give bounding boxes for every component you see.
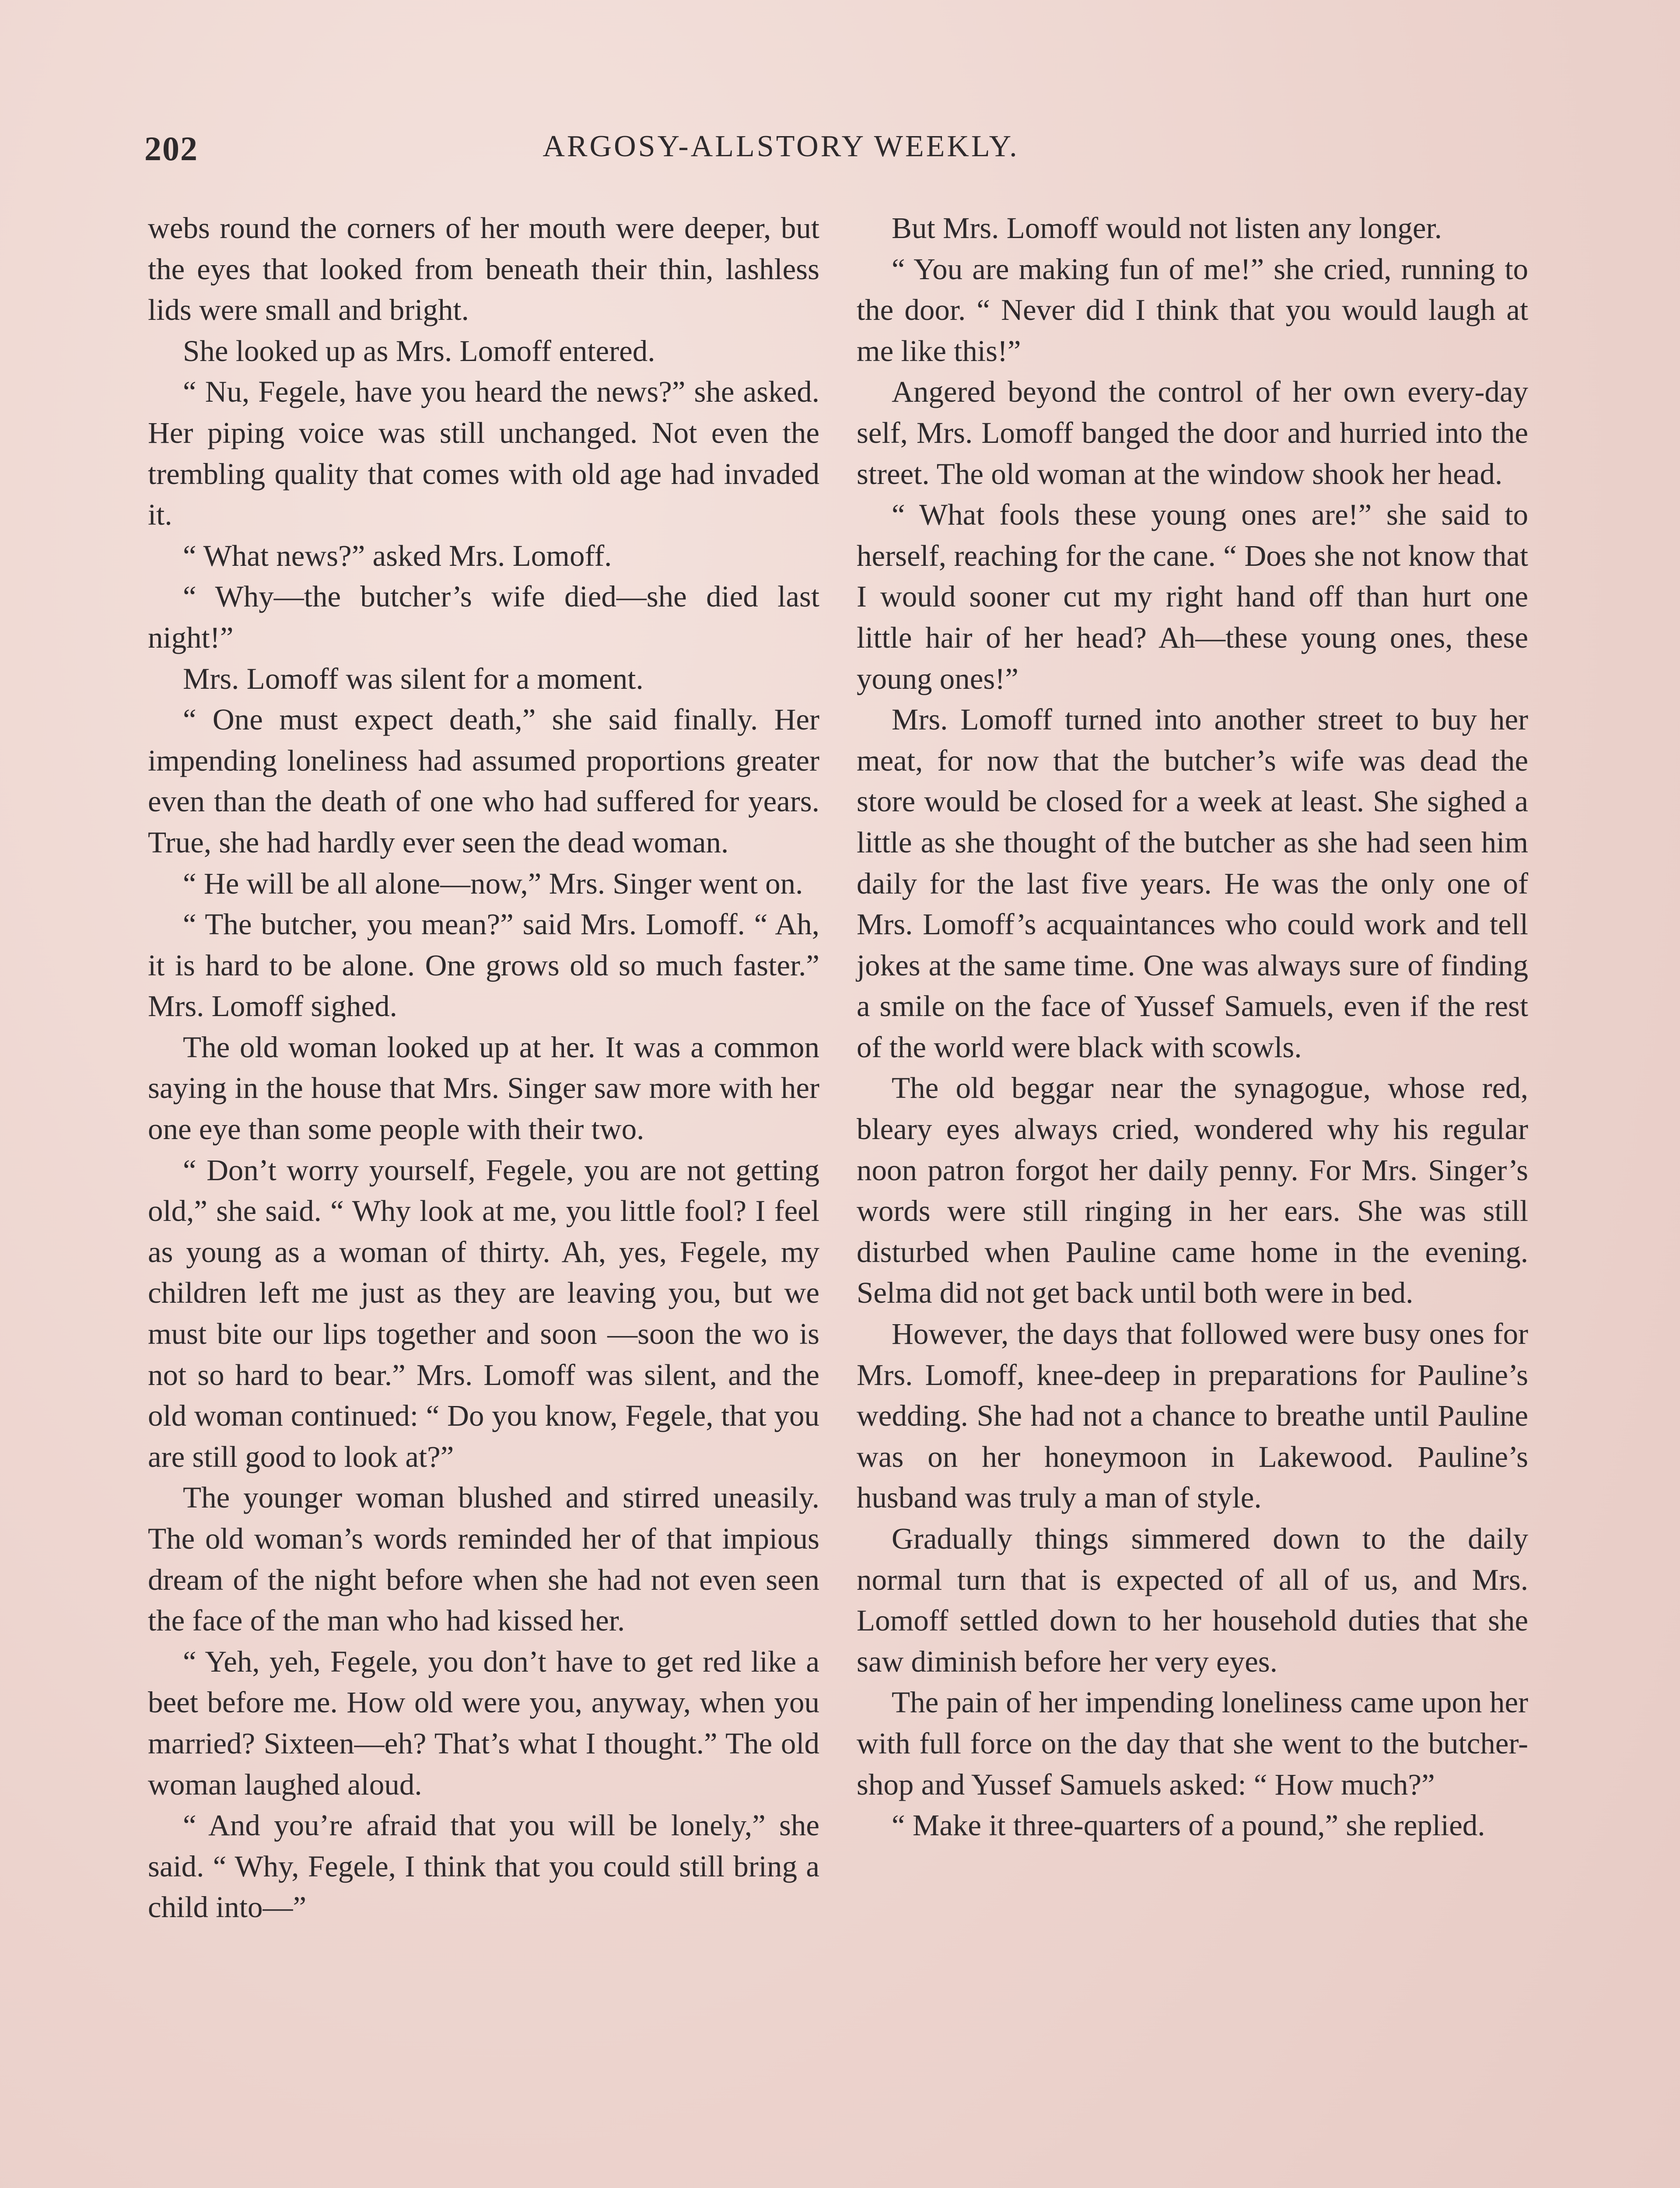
- left-text-column: [148, 208, 819, 1928]
- paragraph: “ Nu, Fegele, have you heard the news?” she asked. Her piping voice was still unchanged. Not even the trembling quality that comes with old age had invaded it.: [148, 375, 819, 532]
- paragraph: webs round the corners of her mouth were deeper, but the eyes that looked from beneath their thin, lashless lids were small and bright.: [148, 211, 819, 327]
- paragraph: “ What news?” asked Mrs. Lomoff.: [183, 539, 612, 572]
- page-header: [144, 129, 1418, 177]
- right-text-column: [857, 208, 1528, 1846]
- paragraph: Angered beyond the control of her own every-day self, Mrs. Lomoff banged the door and hurried into the street. The old woman at the window shook her head.: [857, 375, 1528, 491]
- paragraph: The old beggar near the synagogue, whose red, bleary eyes always cried, wondered why his regular noon patron forgot her daily penny. For Mrs. Singer’s words were still ringing in her ears. She was still disturbed when Pauline came home in the evening. Selma did not get back until both were in bed.: [857, 1071, 1528, 1310]
- paragraph: Mrs. Lomoff was silent for a moment.: [183, 662, 644, 695]
- running-head: ARGOSY-ALLSTORY WEEKLY.: [542, 130, 1019, 163]
- paragraph: The younger woman blushed and stirred uneasily. The old woman’s words reminded her of that impious dream of the night before when she had not even seen the face of the man who had kissed her.: [148, 1481, 819, 1637]
- paragraph: “ Why—the butcher’s wife died—she died last night!”: [148, 580, 819, 654]
- paragraph: “ Yeh, yeh, Fegele, you don’t have to get red like a beet before me. How old were you, anyway, when you married? Sixteen—eh? That’s what I thought.” The old woman laughed aloud.: [148, 1645, 819, 1801]
- paragraph: The old woman looked up at her. It was a common saying in the house that Mrs. Singer saw more with her one eye than some people with their two.: [148, 1030, 819, 1146]
- paragraph: Mrs. Lomoff turned into another street to buy her meat, for now that the butcher’s wife was dead the store would be closed for a week at least. She sighed a little as she thought of the butcher as she had seen him daily for the last five years. He was the only one of Mrs. Lomoff’s acquaintances who could work and tell jokes at the same time. One was always sure of finding a smile on the face of Yussef Samuels, even if the rest of the world were black with scowls.: [857, 703, 1528, 1064]
- page-number: 202: [144, 130, 198, 168]
- paragraph: “ One must expect death,” she said finally. Her impending loneliness had assumed proportions greater even than the death of one who had suffered for years. True, she had hardly ever seen the dead woman.: [148, 703, 819, 859]
- paragraph: “ He will be all alone—now,” Mrs. Singer went on.: [183, 866, 803, 900]
- paragraph: But Mrs. Lomoff would not listen any longer.: [892, 211, 1442, 245]
- paragraph: However, the days that followed were busy ones for Mrs. Lomoff, knee-deep in preparations for Pauline’s wedding. She had not a chance to breathe until Pauline was on her honeymoon in Lakewood. Pauline’s husband was truly a man of style.: [857, 1317, 1528, 1515]
- paragraph: “ Don’t worry yourself, Fegele, you are not getting old,” she said. “ Why look at me, you little fool? I feel as young as a woman of thirty. Ah, yes, Fegele, my children left me just as they are leaving you, but we must bite our lips together and soon —soon the wo is not so hard to bear.” Mrs. Lomoff was silent, and the old woman continued: “ Do you know, Fegele, that you are still good to look at?”: [148, 1153, 819, 1473]
- paragraph: “ What fools these young ones are!” she said to herself, reaching for the cane. “ Does she not know that I would sooner cut my right hand off than hurt one little hair of her head? Ah—these young ones, these young ones!”: [857, 498, 1528, 695]
- paragraph: She looked up as Mrs. Lomoff entered.: [183, 334, 655, 368]
- paragraph: “ The butcher, you mean?” said Mrs. Lomoff. “ Ah, it is hard to be alone. One grows old so much faster.” Mrs. Lomoff sighed.: [148, 908, 819, 1023]
- paragraph: “ You are making fun of me!” she cried, running to the door. “ Never did I think that you would laugh at me like this!”: [857, 252, 1528, 368]
- paragraph: Gradually things simmered down to the daily normal turn that is expected of all of us, and Mrs. Lomoff settled down to her household duties that she saw diminish before her very eyes.: [857, 1522, 1528, 1678]
- paragraph: The pain of her impending loneliness came upon her with full force on the day that she went to the butcher-shop and Yussef Samuels asked: “ How much?”: [857, 1686, 1528, 1801]
- paragraph: “ Make it three-quarters of a pound,” she replied.: [892, 1809, 1485, 1842]
- paragraph: “ And you’re afraid that you will be lonely,” she said. “ Why, Fegele, I think that you could still bring a child into—”: [148, 1809, 819, 1924]
